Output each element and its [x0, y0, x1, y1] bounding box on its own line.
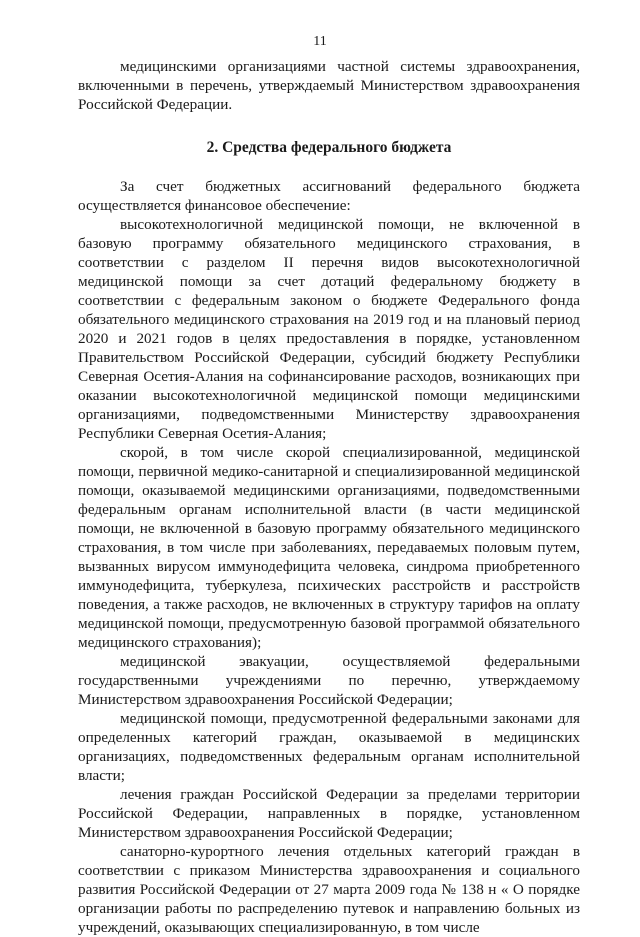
paragraph: лечения граждан Российской Федерации за пределами территории Российской Федерации, направленных в порядке, установленном Министерством здравоохранения Российской Федерации; — [78, 786, 580, 841]
paragraph: санаторно-курортного лечения отдельных категорий граждан в соответствии с приказом Министерства здравоохранения и социального развития Российской Федерации от 27 марта 2009 года № 138 н « О порядке организации работы по распределению путевок и направлению больных из учреждений, оказывающих специализированную, в том числе — [78, 843, 580, 936]
paragraph: медицинской эвакуации, осуществляемой федеральными государственными учреждениями по перечню, утверждаемому Министерством здравоохранения Российской Федерации; — [78, 653, 580, 708]
document-body — [78, 57, 580, 937]
intro-paragraph: медицинскими организациями частной системы здравоохранения, включенными в перечень, утверждаемый Министерством здравоохранения Российской Федерации. — [78, 58, 580, 113]
paragraph: За счет бюджетных ассигнований федерального бюджета осуществляется финансовое обеспечение: — [78, 178, 580, 214]
paragraph: высокотехнологичной медицинской помощи, не включенной в базовую программу обязательного медицинского страхования, в соответствии с разделом II перечня видов высокотехнологичной медицинской помощи за счет дотаций федеральному бюджету в соответствии с федеральным законом о бюджете Федерального фонда обязательного медицинского страхования на 2019 год и на плановый период 2020 и 2021 годов в целях предоставления в порядке, установленном Правительством Российской Федерации, субсидий бюджету Республики Северная Осетия-Алания на софинансирование расходов, возникающих при оказании высокотехнологичной медицинской помощи медицинскими организациями, подведомственными Министерству здравоохранения Республики Северная Осетия-Алания; — [78, 216, 580, 442]
section-heading: 2. Средства федерального бюджета — [206, 139, 452, 156]
paragraph: скорой, в том числе скорой специализированной, медицинской помощи, первичной медико-санитарной и специализированной медицинской помощи, оказываемой медицинскими организациями, подведомственными федеральным органам исполнительной власти (в части медицинской помощи, не включенной в базовую программу обязательного медицинского страхования, в том числе при заболеваниях, передаваемых половым путем, вызванных вирусом иммунодефицита человека, синдрома приобретенного иммунодефицита, туберкулеза, психических расстройств и расстройств поведения, а также расходов, не включенных в структуру тарифов на оплату медицинской помощи, предусмотренную базовой программой обязательного медицинского страхования); — [78, 444, 580, 651]
page-number: 11 — [313, 34, 327, 49]
paragraph: медицинской помощи, предусмотренной федеральными законами для определенных категорий граждан, оказываемой в медицинских организациях, подведомственных федеральным органам исполнительной власти; — [78, 710, 580, 784]
